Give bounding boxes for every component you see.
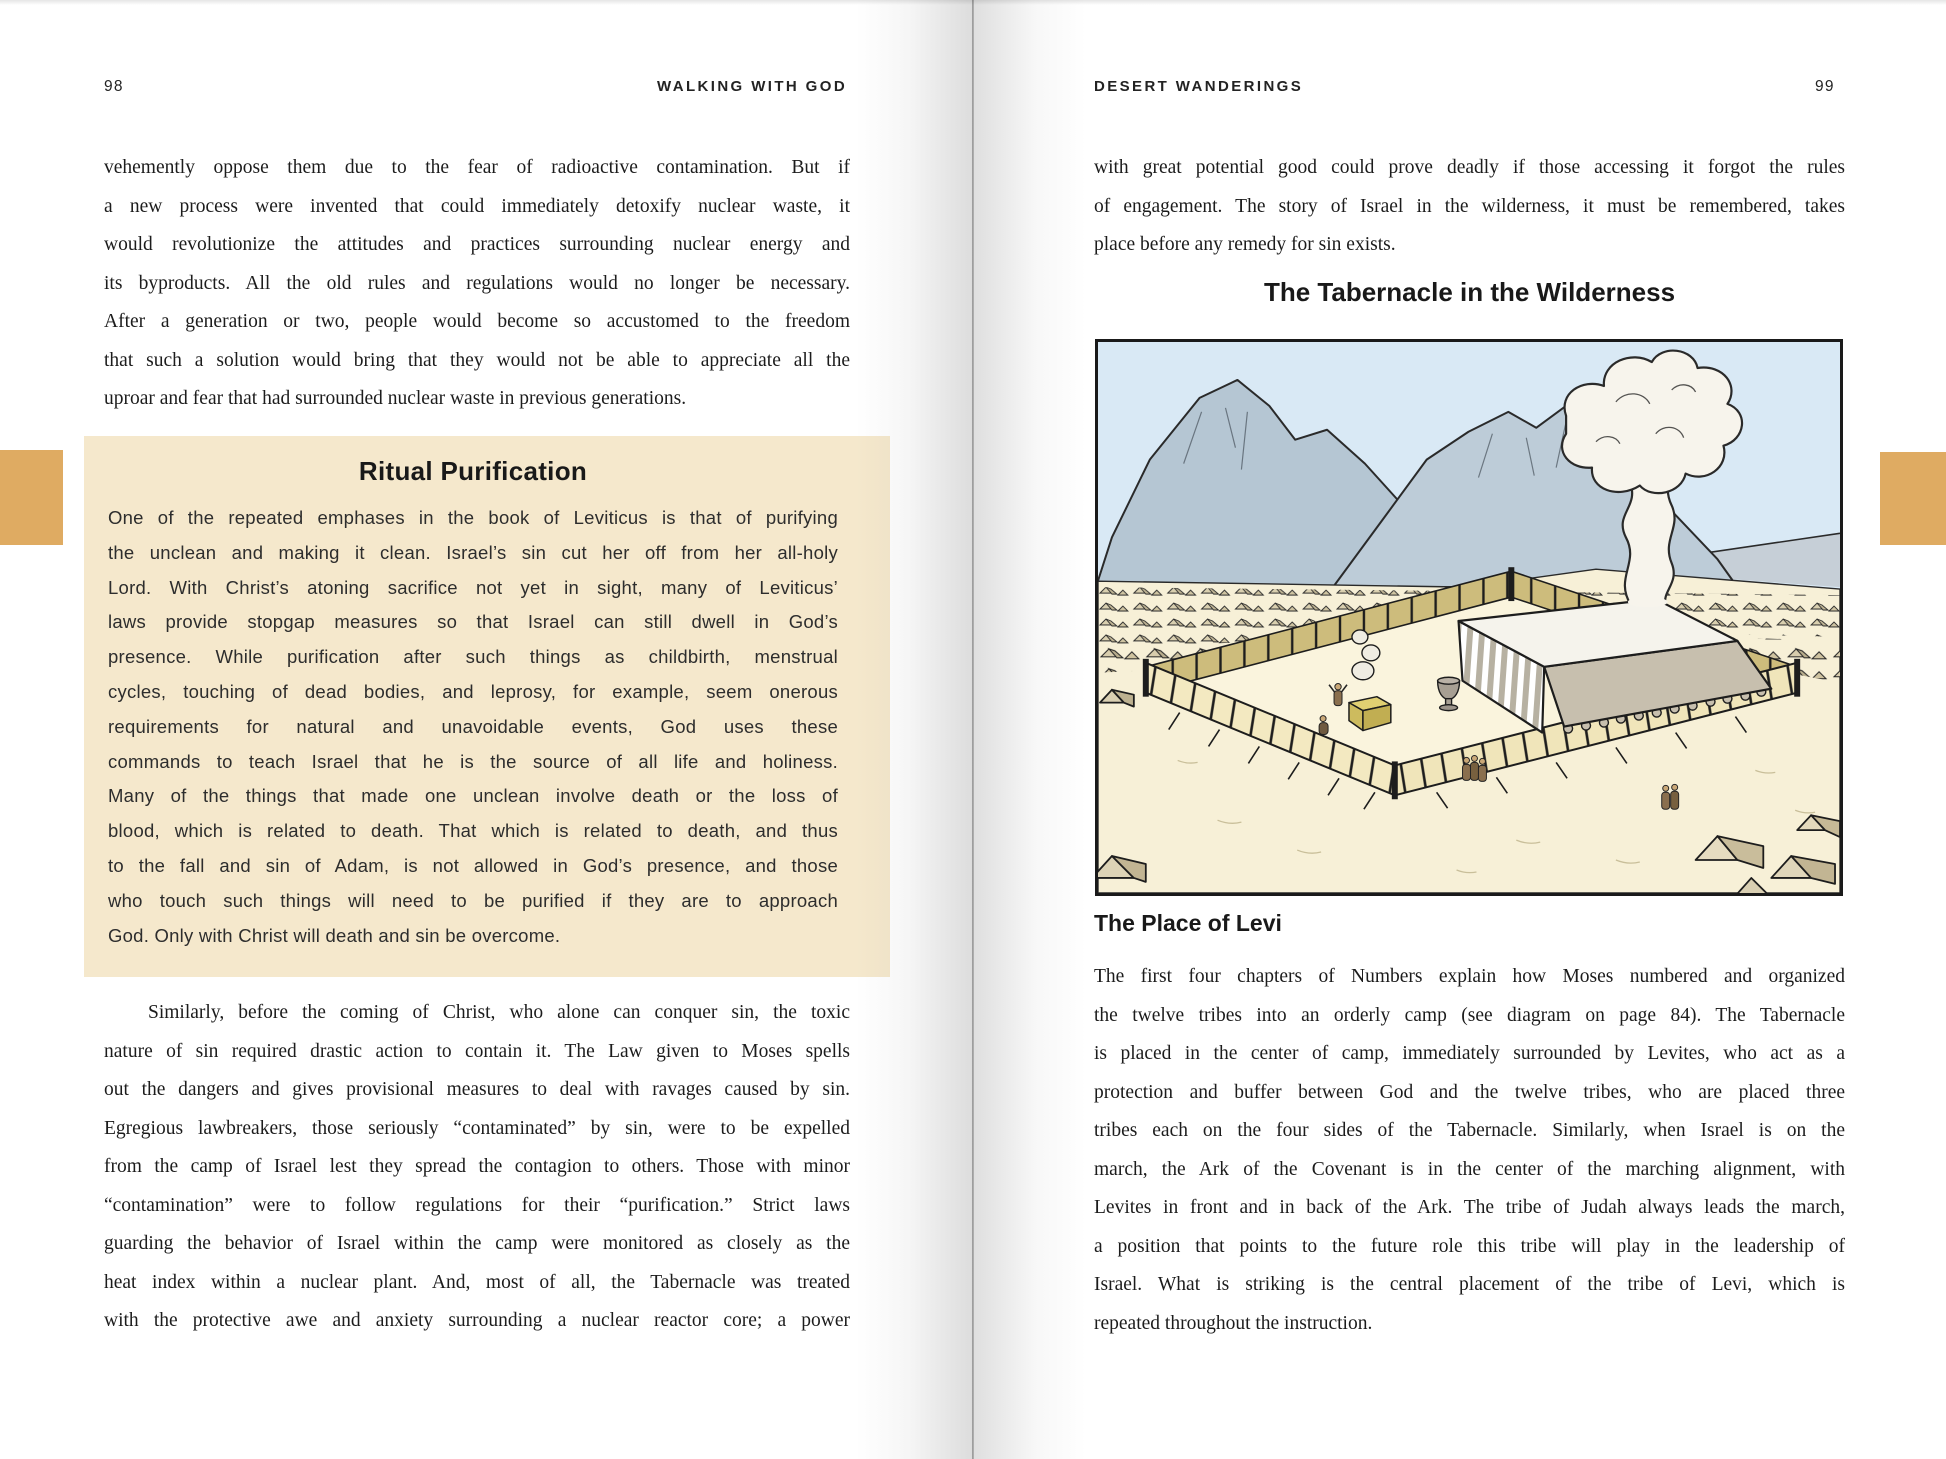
text-line: repeated throughout the instruction. bbox=[1094, 1312, 1373, 1334]
text-line: is placed in the center of camp, immediately surrounded by Levites, who act as a bbox=[1094, 1043, 1845, 1064]
text-line: cycles, touching of dead bodies, and leprosy, for example, seem onerous bbox=[108, 680, 838, 702]
text-line: a position that points to the future role this tribe will play in the leadership of bbox=[1094, 1235, 1845, 1257]
text-line: to the fall and sin of Adam, is not allowed in God’s presence, and those bbox=[108, 854, 838, 876]
callout-body bbox=[108, 501, 838, 953]
tabernacle-camp-illustration bbox=[1098, 342, 1840, 893]
text-line: God. Only with Christ will death and sin be overcome. bbox=[108, 924, 561, 946]
text-line: its byproducts. All the old rules and regulations would no longer be necessary. bbox=[104, 272, 850, 294]
left-paragraph-2 bbox=[104, 994, 850, 1341]
text-line: from the camp of Israel lest they spread the contagion to others. Those with minor bbox=[104, 1156, 850, 1177]
text-line: “contamination” were to follow regulations for their “purification.” Strict laws bbox=[104, 1194, 850, 1216]
text-line: that such a solution would bring that they would not be able to appreciate all the bbox=[104, 349, 850, 371]
running-head-left: WALKING WITH GOD bbox=[657, 78, 848, 95]
text-line: place before any remedy for sin exists. bbox=[1094, 234, 1396, 255]
text-line: a new process were invented that could immediately detoxify nuclear waste, it bbox=[104, 195, 850, 217]
page-number-right: 99 bbox=[1815, 78, 1835, 95]
text-line: The first four chapters of Numbers explain how Moses numbered and organized bbox=[1094, 966, 1845, 987]
text-line: Egregious lawbreakers, those seriously “contaminated” by sin, were to be expelled bbox=[104, 1117, 850, 1139]
text-line: the unclean and making it clean. Israel’s sin cut her off from her all-holy bbox=[108, 541, 838, 563]
text-line: would revolutionize the attitudes and practices surrounding nuclear energy and bbox=[104, 234, 850, 255]
text-line: of engagement. The story of Israel in the wilderness, it must be remembered, takes bbox=[1094, 195, 1845, 217]
text-line: vehemently oppose them due to the fear of radioactive contamination. But if bbox=[104, 157, 850, 178]
text-line: with great potential good could prove deadly if those accessing it forgot the rules bbox=[1094, 157, 1845, 178]
callout-box bbox=[84, 436, 890, 977]
left-paragraph-1 bbox=[104, 149, 850, 419]
text-line: commands to teach Israel that he is the source of all life and holiness. bbox=[108, 750, 838, 772]
text-line: Levites in front and in back of the Ark. The tribe of Judah always leads the march, bbox=[1094, 1197, 1845, 1218]
text-line: Many of the things that made one unclean involve death or the loss of bbox=[108, 785, 838, 807]
text-line: blood, which is related to death. That which is related to death, and thus bbox=[108, 820, 838, 842]
figure-group-inside bbox=[1463, 755, 1487, 781]
right-paragraph-2 bbox=[1094, 958, 1845, 1343]
text-line: with the protective awe and anxiety surrounding a nuclear reactor core; a power bbox=[104, 1310, 850, 1331]
text-line: presence. While purification after such things as childbirth, menstrual bbox=[108, 646, 838, 668]
text-line: march, the Ark of the Covenant is in the center of the marching alignment, with bbox=[1094, 1158, 1845, 1180]
text-line: Israel. What is striking is the central placement of the tribe of Levi, which is bbox=[1094, 1274, 1845, 1295]
text-line: laws provide stopgap measures so that Israel can still dwell in God’s bbox=[108, 611, 838, 633]
text-line: protection and buffer between God and the twelve tribes, who are placed three bbox=[1094, 1081, 1845, 1103]
text-line: nature of sin required drastic action to contain it. The Law given to Moses spells bbox=[104, 1040, 850, 1062]
page-number-left: 98 bbox=[104, 78, 124, 95]
bronze-laver bbox=[1438, 677, 1460, 710]
text-line: One of the repeated emphases in the book of Leviticus is that of purifying bbox=[108, 507, 838, 528]
text-line: the twelve tribes into an orderly camp (see diagram on page 84). The Tabernacle bbox=[1094, 1004, 1845, 1026]
page-top-edge bbox=[0, 0, 1946, 5]
spine-line bbox=[972, 0, 974, 1459]
text-line: guarding the behavior of Israel within the camp were monitored as closely as the bbox=[104, 1233, 850, 1254]
callout-title: Ritual Purification bbox=[358, 456, 588, 486]
running-head-right: DESERT WANDERINGS bbox=[1094, 78, 1304, 95]
text-line: After a generation or two, people would become so accustomed to the freedom bbox=[104, 311, 850, 332]
text-line: Lord. With Christ’s atoning sacrifice not yet in sight, many of Leviticus’ bbox=[108, 576, 838, 598]
tabernacle-illustration-frame bbox=[1095, 339, 1843, 896]
text-line: Similarly, before the coming of Christ, who alone can conquer sin, the toxic bbox=[148, 1002, 850, 1023]
text-line: requirements for natural and unavoidable events, God uses these bbox=[108, 715, 838, 737]
gutter-shadow-right bbox=[974, 0, 1086, 1459]
text-line: out the dangers and gives provisional measures to deal with ravages caused by sin. bbox=[104, 1079, 850, 1100]
text-line: tribes each on the four sides of the Tabernacle. Similarly, when Israel is on the bbox=[1094, 1120, 1845, 1141]
left-edge-tab bbox=[0, 450, 63, 545]
right-paragraph-1 bbox=[1094, 149, 1845, 265]
figure-title: The Tabernacle in the Wilderness bbox=[1263, 277, 1676, 307]
text-line: who touch such things will need to be purified if they are to approach bbox=[108, 889, 838, 911]
text-line: uproar and fear that had surrounded nuclear waste in previous generations. bbox=[104, 388, 687, 409]
section-subheading: The Place of Levi bbox=[1094, 910, 1282, 936]
text-line: heat index within a nuclear plant. And, most of all, the Tabernacle was treated bbox=[104, 1271, 850, 1293]
right-edge-tab bbox=[1880, 452, 1946, 545]
